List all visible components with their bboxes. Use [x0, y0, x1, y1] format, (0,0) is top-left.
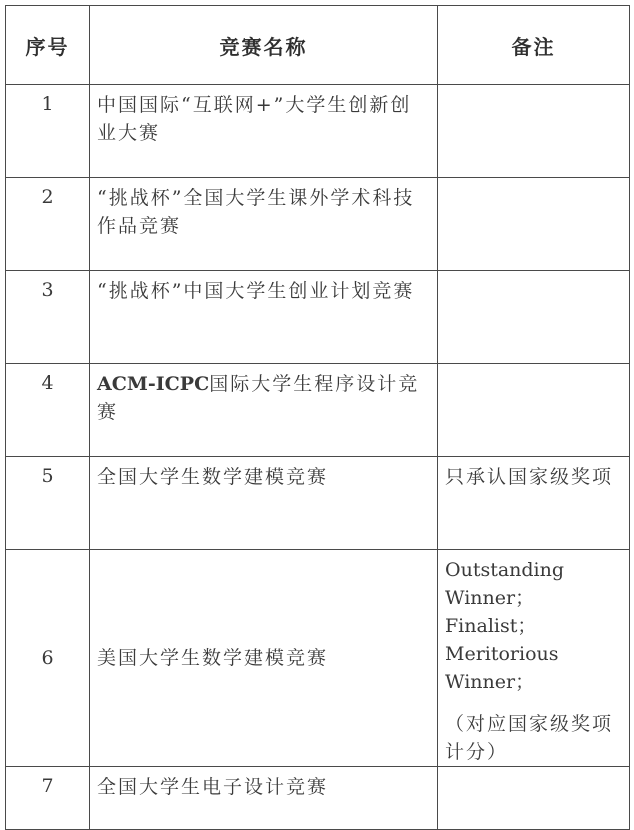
header-name: 竞赛名称 — [90, 6, 438, 85]
row-index: 3 — [6, 271, 90, 364]
row-note — [438, 85, 630, 178]
note-line: Winner； — [445, 671, 535, 693]
row-index: 7 — [6, 767, 90, 830]
row-note — [438, 767, 630, 830]
competition-name — [90, 364, 438, 457]
table-row — [6, 85, 630, 178]
note-line: Outstanding — [445, 559, 565, 581]
note-extra: （对应国家级奖项计分） — [445, 713, 614, 763]
competition-name: 全国大学生数学建模竞赛 — [90, 457, 438, 550]
competition-name: “挑战杯”全国大学生课外学术科技作品竞赛 — [90, 178, 438, 271]
competition-name: “挑战杯”中国大学生创业计划竞赛 — [90, 271, 438, 364]
note-spacer — [445, 696, 623, 710]
table-row — [6, 364, 630, 457]
table-header-row — [6, 6, 630, 85]
table-row — [6, 767, 630, 830]
row-index: 2 — [6, 178, 90, 271]
row-note: 只承认国家级奖项 — [438, 457, 630, 550]
competition-name: 全国大学生电子设计竞赛 — [90, 767, 438, 830]
header-index: 序号 — [6, 6, 90, 85]
competition-name: 美国大学生数学建模竞赛 — [90, 550, 438, 767]
competition-table — [5, 5, 630, 830]
table-row — [6, 271, 630, 364]
row-note — [438, 271, 630, 364]
competition-name-suffix: 国际大学生程序设计竞赛 — [97, 373, 420, 423]
row-note — [438, 364, 630, 457]
row-index: 1 — [6, 85, 90, 178]
header-note: 备注 — [438, 6, 630, 85]
row-note — [438, 178, 630, 271]
competition-name-prefix: ACM-ICPC — [97, 373, 210, 395]
table-row — [6, 550, 630, 767]
note-line: Meritorious — [445, 643, 559, 665]
note-line: Winner；Finalist； — [445, 587, 537, 637]
row-index: 4 — [6, 364, 90, 457]
row-index: 5 — [6, 457, 90, 550]
row-index: 6 — [6, 550, 90, 767]
row-note — [438, 550, 630, 767]
table-row — [6, 178, 630, 271]
competition-name: 中国国际“互联网+”大学生创新创业大赛 — [90, 85, 438, 178]
table-row — [6, 457, 630, 550]
